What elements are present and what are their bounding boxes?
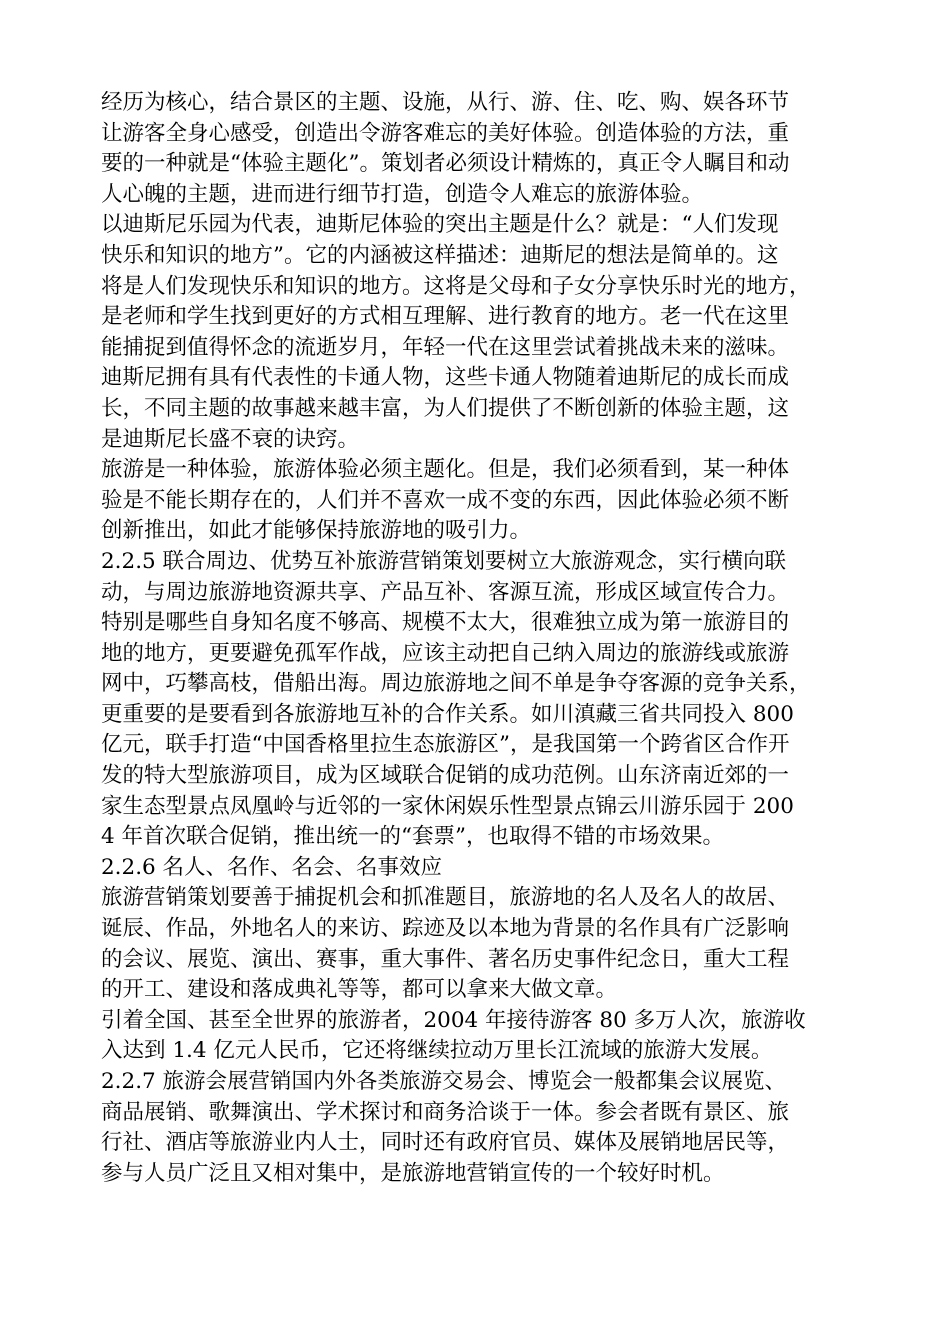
text-line: 2.2.5 联合周边、优势互补旅游营销策划要树立大旅游观念，实行横向联 (101, 548, 787, 574)
text-line: 的开工、建设和落成典礼等等，都可以拿来大做文章。 (101, 977, 618, 1003)
text-line: 入达到 1.4 亿元人民币，它还将继续拉动万里长江流域的旅游大发展。 (101, 1038, 773, 1064)
text-line: 快乐和知识的地方”。它的内涵被这样描述：迪斯尼的想法是简单的。这 (101, 242, 779, 268)
text-line: 验是不能长期存在的，人们并不喜欢一成不变的东西，因此体验必须不断 (101, 487, 790, 513)
text-line: 能捕捉到值得怀念的流逝岁月，年轻一代在这里尝试着挑战未来的滋味。 (101, 334, 790, 360)
text-line: 发的特大型旅游项目，成为区域联合促销的成功范例。山东济南近郊的一 (101, 763, 790, 789)
text-line: 创新推出，如此才能够保持旅游地的吸引力。 (101, 518, 532, 544)
text-line: 地的地方，更要避免孤军作战，应该主动把自己纳入周边的旅游线或旅游 (101, 640, 790, 666)
text-line: 要的一种就是“体验主题化”。策划者必须设计精炼的，真正令人瞩目和动 (101, 151, 790, 177)
text-line: 诞辰、作品，外地名人的来访、踪迹及以本地为背景的名作具有广泛影响 (101, 916, 790, 942)
document-body-text (101, 88, 861, 1189)
text-line: 特别是哪些自身知名度不够高、规模不太大，很难独立成为第一旅游目的 (101, 610, 790, 636)
text-line: 旅游营销策划要善于捕捉机会和抓准题目，旅游地的名人及名人的故居、 (101, 885, 790, 911)
text-line: 是老师和学生找到更好的方式相互理解、进行教育的地方。老一代在这里 (101, 304, 790, 330)
text-line: 引着全国、甚至全世界的旅游者，2004 年接待游客 80 多万人次，旅游收 (101, 1007, 806, 1033)
text-line: 4 年首次联合促销，推出统一的“套票”，也取得不错的市场效果。 (101, 824, 724, 850)
text-line: 行社、酒店等旅游业内人士，同时还有政府官员、媒体及展销地居民等， (101, 1130, 790, 1156)
text-line: 将是人们发现快乐和知识的地方。这将是父母和子女分享快乐时光的地方， (101, 273, 811, 299)
text-line: 亿元，联手打造“中国香格里拉生态旅游区”，是我国第一个跨省区合作开 (101, 732, 790, 758)
text-line: 迪斯尼拥有具有代表性的卡通人物，这些卡通人物随着迪斯尼的成长而成 (101, 365, 790, 391)
text-line: 网中，巧攀高枝，借船出海。周边旅游地之间不单是争夺客源的竞争关系， (101, 671, 811, 697)
text-line: 商品展销、歌舞演出、学术探讨和商务洽谈于一体。参会者既有景区、旅 (101, 1099, 790, 1125)
text-line: 长，不同主题的故事越来越丰富，为人们提供了不断创新的体验主题，这 (101, 395, 790, 421)
text-line: 2.2.7 旅游会展营销国内外各类旅游交易会、博览会一般都集会议展览、 (101, 1069, 787, 1094)
text-line: 经历为核心，结合景区的主题、设施，从行、游、住、吃、购、娱各环节 (101, 90, 790, 115)
text-line: 让游客全身心感受，创造出令游客难忘的美好体验。创造体验的方法，重 (101, 120, 790, 146)
text-line: 人心魄的主题，进而进行细节打造，创造令人难忘的旅游体验。 (101, 181, 704, 207)
text-line: 家生态型景点凤凰岭与近邻的一家休闲娱乐性型景点锦云川游乐园于 200 (101, 793, 794, 819)
text-line: 旅游是一种体验，旅游体验必须主题化。但是，我们必须看到，某一种体 (101, 457, 790, 483)
text-line: 是迪斯尼长盛不衰的诀窍。 (101, 426, 360, 452)
text-line: 更重要的是要看到各旅游地互补的合作关系。如川滇藏三省共同投入 800 (101, 701, 794, 727)
text-line: 动，与周边旅游地资源共享、产品互补、客源互流，形成区域宣传合力。 (101, 579, 790, 605)
text-line: 参与人员广泛且又相对集中，是旅游地营销宣传的一个较好时机。 (101, 1160, 725, 1186)
text-line: 的会议、展览、演出、赛事，重大事件、著名历史事件纪念日，重大工程 (101, 946, 790, 972)
text-line: 以迪斯尼乐园为代表，迪斯尼体验的突出主题是什么？就是：“人们发现 (101, 212, 779, 238)
text-line: 2.2.6 名人、名作、名会、名事效应 (101, 854, 443, 880)
